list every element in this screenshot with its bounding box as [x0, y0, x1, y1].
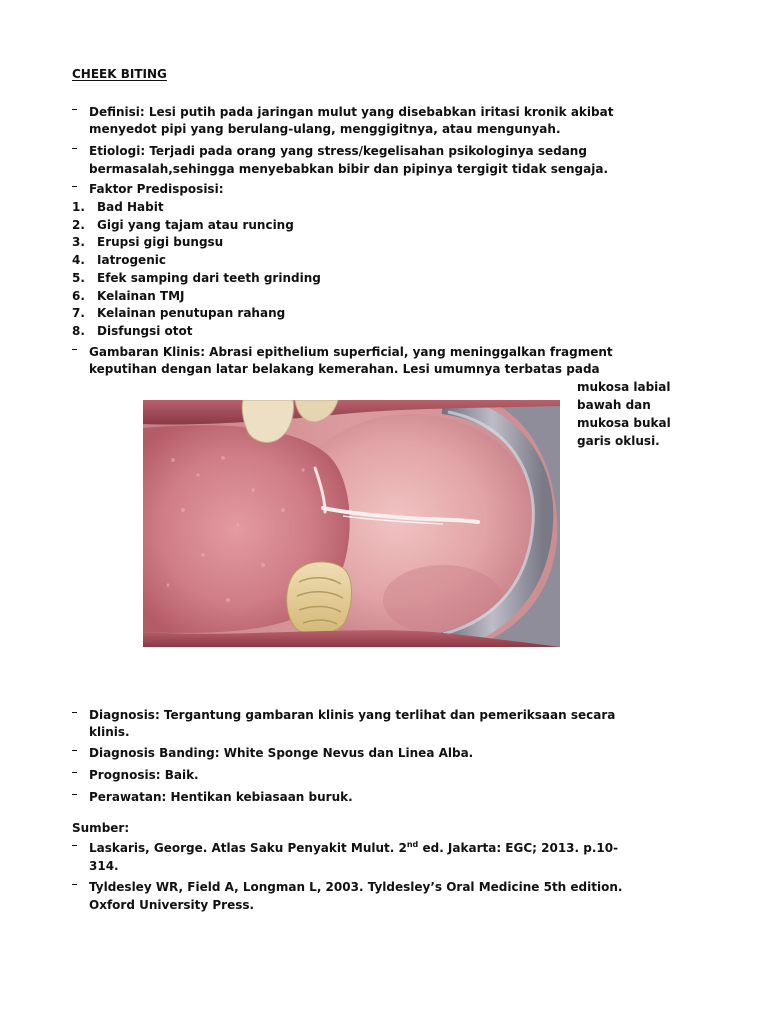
- bullet-dash: [72, 148, 77, 149]
- gambaran-klinis-side-line: bawah dan: [577, 398, 651, 412]
- bullet-dash: [72, 884, 77, 885]
- bullet-dash: [72, 349, 77, 350]
- papilla: [181, 508, 185, 512]
- factor-number: 7.: [72, 306, 85, 320]
- factor-label-gigi-tajam: Gigi yang tajam atau runcing: [97, 218, 294, 232]
- papilla: [261, 563, 265, 567]
- bullet-dash: [72, 712, 77, 713]
- faktor-heading: Faktor Predisposisi:: [89, 182, 224, 196]
- factor-number: 3.: [72, 235, 85, 249]
- diagnosis-banding-text: Diagnosis Banding: White Sponge Nevus dan Linea Alba.: [89, 746, 474, 760]
- factor-label-disfungsi-otot: Disfungsi otot: [97, 324, 193, 338]
- papilla: [196, 473, 199, 476]
- factor-label-penutupan-rahang: Kelainan penutupan rahang: [97, 306, 286, 320]
- definisi-line-1: Definisi: Lesi putih pada jaringan mulut yang disebabkan iritasi kronik akibat: [89, 105, 614, 119]
- definisi-line-2: menyedot pipi yang berulang-ulang, menggigitnya, atau mengunyah.: [89, 122, 561, 136]
- bullet-dash: [72, 109, 77, 110]
- factor-label-iatrogenic: Iatrogenic: [97, 253, 166, 267]
- factor-number: 5.: [72, 271, 85, 285]
- papilla: [221, 456, 225, 460]
- page-title: CHEEK BITING: [72, 67, 167, 81]
- bullet-dash: [72, 772, 77, 773]
- factor-label-bad-habit: Bad Habit: [97, 200, 164, 214]
- etiologi-line-2: bermasalah,sehingga menyebabkan bibir dan pipinya tergigit tidak sengaja.: [89, 162, 609, 176]
- papilla: [281, 508, 285, 512]
- source-laskaris-line-1: [89, 841, 618, 856]
- bullet-dash: [72, 794, 77, 795]
- papilla: [236, 523, 239, 526]
- papilla: [251, 488, 255, 492]
- source-tyldesley-line-1: Tyldesley WR, Field A, Longman L, 2003. Tyldesley’s Oral Medicine 5th edition.: [89, 880, 623, 894]
- factor-number: 8.: [72, 324, 85, 338]
- papilla: [301, 468, 304, 471]
- papilla: [226, 598, 230, 602]
- superscript-ordinal: nd: [406, 840, 419, 849]
- bullet-dash: [72, 750, 77, 751]
- gambaran-klinis-side-line: mukosa bukal: [577, 416, 671, 430]
- gambaran-klinis-side-line: garis oklusi.: [577, 434, 660, 448]
- factor-number: 2.: [72, 218, 85, 232]
- papilla: [201, 553, 205, 557]
- factor-label-erupsi: Erupsi gigi bungsu: [97, 235, 224, 249]
- sources-heading: Sumber:: [72, 821, 130, 835]
- source-laskaris-line-2: 314.: [89, 859, 119, 873]
- diagnosis-line-2: klinis.: [89, 725, 130, 739]
- clinical-photo: [143, 400, 560, 647]
- diagnosis-line-1: Diagnosis: Tergantung gambaran klinis yang terlihat dan pemeriksaan secara: [89, 708, 616, 722]
- source-laskaris-text: Laskaris, George. Atlas Saku Penyakit Mulut. 2: [89, 841, 407, 855]
- factor-number: 6.: [72, 289, 85, 303]
- gambaran-klinis-side-line: mukosa labial: [577, 380, 671, 394]
- etiologi-line-1: Etiologi: Terjadi pada orang yang stress/kegelisahan psikologinya sedang: [89, 144, 587, 158]
- papilla: [171, 458, 175, 462]
- factor-number: 1.: [72, 200, 85, 214]
- gambaran-klinis-line-2: keputihan dengan latar belakang kemerahan. Lesi umumnya terbatas pada: [89, 362, 600, 376]
- bullet-dash: [72, 845, 77, 846]
- prognosis-text: Prognosis: Baik.: [89, 768, 199, 782]
- factor-label-teeth-grinding: Efek samping dari teeth grinding: [97, 271, 321, 285]
- gambaran-klinis-line-1: Gambaran Klinis: Abrasi epithelium superficial, yang meninggalkan fragment: [89, 345, 613, 359]
- bullet-dash: [72, 186, 77, 187]
- source-laskaris-text: ed. Jakarta: EGC; 2013. p.10-: [418, 841, 619, 855]
- clinical-photo-svg: [143, 400, 560, 647]
- source-tyldesley-line-2: Oxford University Press.: [89, 898, 255, 912]
- factor-number: 4.: [72, 253, 85, 267]
- factor-label-tmj: Kelainan TMJ: [97, 289, 185, 303]
- perawatan-text: Perawatan: Hentikan kebiasaan buruk.: [89, 790, 353, 804]
- papilla: [166, 583, 169, 586]
